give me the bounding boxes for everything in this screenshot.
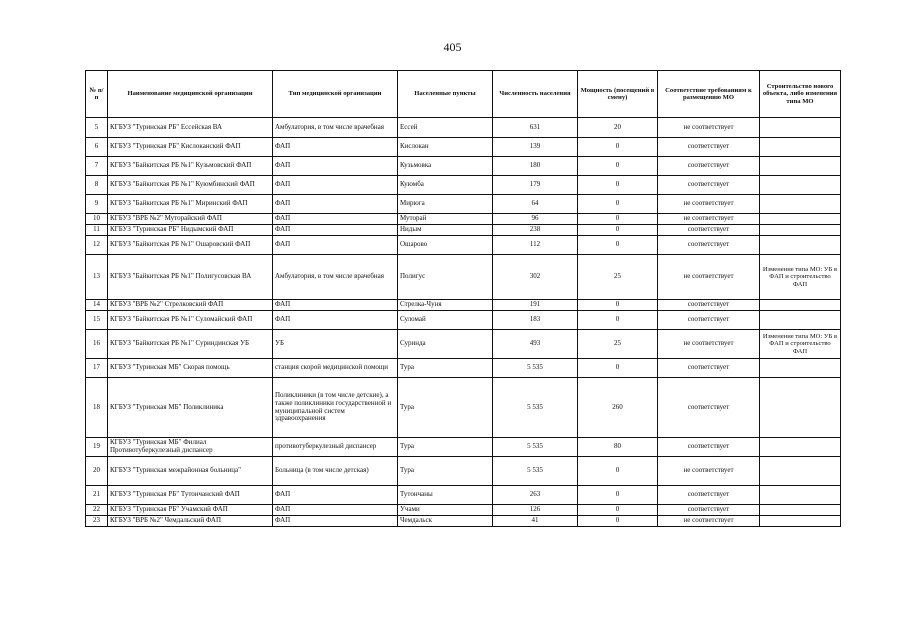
table-row [86,438,841,457]
cell-org-name: КГБУЗ "Туринская РБ" Тутончанский ФАП [108,486,273,505]
table-row [86,330,841,359]
cell-capacity: 0 [578,300,658,311]
cell-population: 5 535 [493,359,578,378]
cell-org-type: ФАП [273,138,398,157]
cell-population: 96 [493,214,578,225]
header-construction: Строительство нового объекта, либо изменения типа МО [760,71,841,118]
header-org: Наименование медицинской организации [108,71,273,118]
cell-org-name: КГБУЗ "Туринская РБ" Ессейская ВА [108,118,273,138]
cell-org-type: ФАП [273,236,398,255]
medical-organizations-table [85,70,841,527]
cell-settlement: Нидым [398,225,493,236]
cell-construction [760,300,841,311]
cell-population: 41 [493,516,578,527]
cell-compliance: не соответствует [658,330,760,359]
cell-compliance: соответствует [658,225,760,236]
cell-construction [760,118,841,138]
cell-construction [760,236,841,255]
table-row [86,214,841,225]
cell-capacity: 0 [578,195,658,214]
cell-org-name: КГБУЗ "Туринская РБ" Учамский ФАП [108,505,273,516]
cell-construction [760,516,841,527]
cell-compliance: соответствует [658,300,760,311]
cell-construction: Изменение типа МО: УБ в ФАП и строительство ФАП [760,255,841,300]
cell-org-type: ФАП [273,214,398,225]
cell-compliance: соответствует [658,138,760,157]
cell-construction [760,378,841,438]
cell-construction [760,195,841,214]
cell-construction [760,457,841,486]
cell-settlement: Кислокан [398,138,493,157]
table-row [86,516,841,527]
cell-population: 180 [493,157,578,176]
cell-row-number: 10 [86,214,108,225]
cell-org-type: противотуберкулезный диспансер [273,438,398,457]
cell-construction [760,214,841,225]
cell-compliance: соответствует [658,157,760,176]
cell-row-number: 11 [86,225,108,236]
cell-compliance: соответствует [658,378,760,438]
cell-org-name: КГБУЗ "ВРБ №2" Муторайский ФАП [108,214,273,225]
cell-settlement: Тура [398,438,493,457]
table-row [86,457,841,486]
cell-compliance: соответствует [658,311,760,330]
cell-construction [760,138,841,157]
table-row [86,505,841,516]
cell-capacity: 0 [578,359,658,378]
cell-capacity: 20 [578,118,658,138]
cell-settlement: Ессей [398,118,493,138]
header-capacity: Мощность (посещений в смену) [578,71,658,118]
cell-org-name: КГБУЗ "Туринская МБ" Поликлиника [108,378,273,438]
cell-org-name: КГБУЗ "Туринская МБ" Скорая помощь [108,359,273,378]
cell-capacity: 0 [578,486,658,505]
cell-construction [760,176,841,195]
cell-row-number: 13 [86,255,108,300]
cell-population: 5 535 [493,457,578,486]
cell-row-number: 23 [86,516,108,527]
cell-settlement: Тутончаны [398,486,493,505]
cell-population: 64 [493,195,578,214]
cell-population: 183 [493,311,578,330]
cell-settlement: Муторай [398,214,493,225]
page-number: 405 [443,40,462,54]
cell-row-number: 17 [86,359,108,378]
header-compliance: Соответствие требованиям к размещению МО [658,71,760,118]
cell-settlement: Тура [398,378,493,438]
cell-org-name: КГБУЗ "Байкитская РБ №1" Куюмбинский ФАП [108,176,273,195]
table-row [86,236,841,255]
cell-capacity: 0 [578,225,658,236]
cell-org-type: ФАП [273,195,398,214]
cell-settlement: Полигус [398,255,493,300]
cell-org-type: Больница (в том числе детская) [273,457,398,486]
cell-compliance: не соответствует [658,118,760,138]
cell-row-number: 16 [86,330,108,359]
table-row [86,195,841,214]
cell-settlement: Кузьмовка [398,157,493,176]
table-row [86,225,841,236]
cell-settlement: Куюмба [398,176,493,195]
cell-row-number: 22 [86,505,108,516]
cell-population: 263 [493,486,578,505]
cell-row-number: 20 [86,457,108,486]
cell-org-name: КГБУЗ "Туринская межрайонная больница" [108,457,273,486]
cell-compliance: соответствует [658,176,760,195]
cell-compliance: не соответствует [658,255,760,300]
cell-settlement: Тура [398,359,493,378]
cell-org-name: КГБУЗ "Байкитская РБ №1" Полигусовская ВА [108,255,273,300]
cell-org-type: ФАП [273,225,398,236]
cell-org-name: КГБУЗ "Байкитская РБ №1" Суриндинская УБ [108,330,273,359]
cell-capacity: 0 [578,176,658,195]
cell-compliance: соответствует [658,236,760,255]
cell-org-type: Амбулатория, в том числе врачебная [273,118,398,138]
cell-capacity: 0 [578,505,658,516]
header-population: Численность населения [493,71,578,118]
cell-org-type: Амбулатория, в том числе врачебная [273,255,398,300]
table-body [86,118,841,527]
header-num: № п/п [86,71,108,118]
table-row [86,300,841,311]
cell-capacity: 0 [578,214,658,225]
cell-construction [760,438,841,457]
table-row [86,157,841,176]
cell-population: 139 [493,138,578,157]
cell-compliance: соответствует [658,438,760,457]
cell-settlement: Стрелка-Чуня [398,300,493,311]
cell-row-number: 9 [86,195,108,214]
cell-org-name: КГБУЗ "Туринская МБ" Филиал Противотуберкулезный диспансер [108,438,273,457]
cell-row-number: 14 [86,300,108,311]
cell-construction [760,505,841,516]
cell-org-type: ФАП [273,486,398,505]
cell-settlement: Чемдальск [398,516,493,527]
cell-capacity: 0 [578,236,658,255]
cell-population: 179 [493,176,578,195]
cell-org-type: УБ [273,330,398,359]
cell-population: 302 [493,255,578,300]
cell-population: 631 [493,118,578,138]
cell-construction [760,225,841,236]
table-row [86,138,841,157]
cell-org-type: станция скорой медицинской помощи [273,359,398,378]
cell-population: 5 535 [493,438,578,457]
cell-population: 238 [493,225,578,236]
cell-row-number: 18 [86,378,108,438]
cell-settlement: Тура [398,457,493,486]
cell-compliance: соответствует [658,359,760,378]
cell-org-type: ФАП [273,516,398,527]
cell-capacity: 25 [578,255,658,300]
cell-org-type: ФАП [273,157,398,176]
cell-settlement: Ошарово [398,236,493,255]
cell-population: 5 535 [493,378,578,438]
cell-org-name: КГБУЗ "ВРБ №2" Стрелковский ФАП [108,300,273,311]
cell-compliance: соответствует [658,486,760,505]
table-row [86,359,841,378]
cell-row-number: 8 [86,176,108,195]
cell-construction: Изменение типа МО: УБ в ФАП и строительство ФАП [760,330,841,359]
cell-org-name: КГБУЗ "Байкитская РБ №1" Суломайский ФАП [108,311,273,330]
cell-row-number: 6 [86,138,108,157]
cell-population: 493 [493,330,578,359]
cell-construction [760,157,841,176]
cell-compliance: не соответствует [658,214,760,225]
cell-population: 126 [493,505,578,516]
cell-org-type: ФАП [273,176,398,195]
cell-org-name: КГБУЗ "ВРБ №2" Чемдальский ФАП [108,516,273,527]
cell-construction [760,486,841,505]
cell-compliance: не соответствует [658,457,760,486]
cell-org-type: ФАП [273,505,398,516]
cell-construction [760,311,841,330]
table-header-row [86,71,841,118]
table-row [86,118,841,138]
cell-capacity: 0 [578,157,658,176]
cell-org-name: КГБУЗ "Туринская РБ" Кислоканский ФАП [108,138,273,157]
cell-org-type: Поликлиники (в том числе детские), а также поликлиники государственной и муниципальной систем здравоохранения [273,378,398,438]
cell-population: 112 [493,236,578,255]
cell-capacity: 0 [578,516,658,527]
cell-org-type: ФАП [273,300,398,311]
cell-org-name: КГБУЗ "Байкитская РБ №1" Ошаровский ФАП [108,236,273,255]
cell-org-name: КГБУЗ "Байкитская РБ №1" Миринский ФАП [108,195,273,214]
cell-population: 191 [493,300,578,311]
cell-row-number: 5 [86,118,108,138]
cell-capacity: 80 [578,438,658,457]
cell-row-number: 15 [86,311,108,330]
cell-capacity: 0 [578,457,658,486]
cell-capacity: 260 [578,378,658,438]
cell-row-number: 12 [86,236,108,255]
cell-compliance: не соответствует [658,516,760,527]
cell-org-name: КГБУЗ "Байкитская РБ №1" Кузьмовский ФАП [108,157,273,176]
cell-construction [760,359,841,378]
cell-row-number: 21 [86,486,108,505]
cell-row-number: 19 [86,438,108,457]
table-row [86,486,841,505]
header-type: Тип медицинской организации [273,71,398,118]
header-place: Населенные пункты [398,71,493,118]
cell-row-number: 7 [86,157,108,176]
table-row [86,176,841,195]
cell-capacity: 25 [578,330,658,359]
cell-settlement: Учами [398,505,493,516]
cell-settlement: Мирюга [398,195,493,214]
table-row [86,255,841,300]
cell-settlement: Суринда [398,330,493,359]
table-row [86,378,841,438]
cell-settlement: Суломай [398,311,493,330]
cell-org-name: КГБУЗ "Туринская РБ" Нидымский ФАП [108,225,273,236]
cell-capacity: 0 [578,138,658,157]
cell-org-type: ФАП [273,311,398,330]
cell-compliance: не соответствует [658,195,760,214]
cell-compliance: соответствует [658,505,760,516]
table-row [86,311,841,330]
cell-capacity: 0 [578,311,658,330]
